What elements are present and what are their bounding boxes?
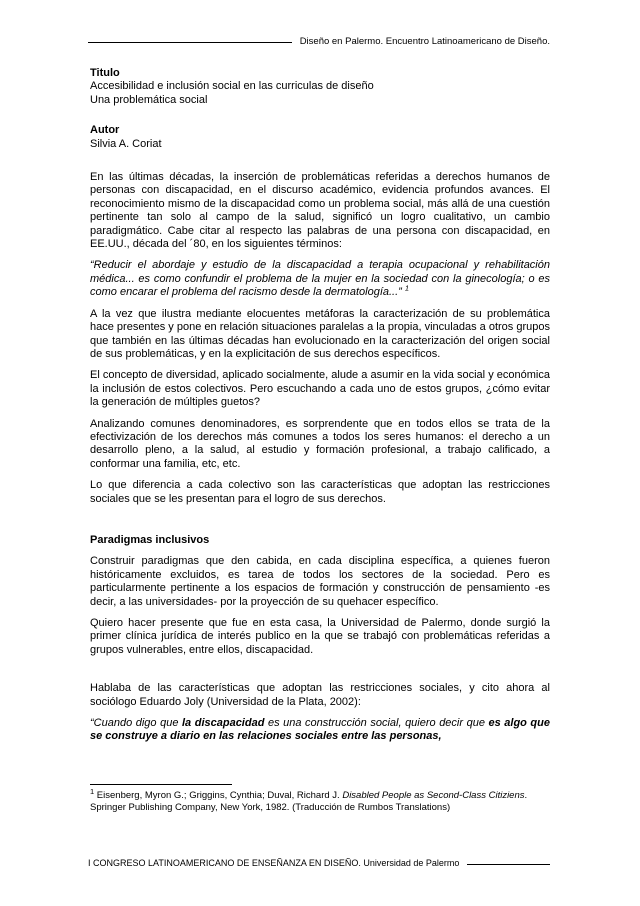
- para-ultimas-decadas: En las últimas décadas, la inserción de problemáticas referidas a derechos humanos de personas con discapacidad, en el discurso académico, evidencia profundos avances. El reconocimiento mismo de la discapacidad como un problema social, más allá de una cuestión pertinente tan solo al campo de la salud, significó un logro cualitativo, un cambio paradigmático. Cabe citar al respecto las palabras de una persona con discapacidad, en EE.UU., década del ´80, en los siguientes términos:: [90, 171, 550, 251]
- author-label: Autor: [90, 124, 120, 137]
- header-text: Diseño en Palermo. Encuentro Latinoamericano de Diseño.: [299, 36, 550, 47]
- footnote-rule: [90, 784, 232, 785]
- document-body: [90, 67, 550, 744]
- header-rule: [88, 42, 292, 43]
- title-line-2: Una problemática social: [90, 93, 208, 106]
- para-construir: Construir paradigmas que den cabida, en cada disciplina específica, a quienes fueron históricamente excluidos, es tarea de todos los sectores de la sociedad. Pero es particularmente pertinente a los espacios de formación y construcción de pensamiento -es decir, a las universidades- por la proyección de su quehacer específico.: [90, 555, 550, 608]
- footnote-text: $^1$ Eisenberg, Myron G.; Griggins, Cynthia; Duval, Richard J. Disabled People as Second-Class Citiziens. Springer Publishing Company, New York, 1982. (Traducción de Rumbos Translations): [90, 786, 528, 813]
- quote-reducir: “Reducir el abordaje y estudio de la discapacidad a terapia ocupacional y rehabilitación médica... es como confundir el problema de la mujer en la sociedad con la ginecología; o es como encarar el problema del racismo desde la dermatología...” $^1$: [90, 259, 550, 299]
- page-header: [88, 36, 550, 47]
- para-analizando: Analizando comunes denominadores, es sorprendente que en todos ellos se trata de la efectivización de los derechos más comunes a todos los seres humanos: el derecho a un desarrollo pleno, a la salud, al estudio y formación profesional, a trabajo calificado, a conformar una familia, etc, etc.: [90, 417, 550, 470]
- page-footer: [88, 858, 550, 868]
- title-label: Titulo: [90, 67, 120, 79]
- para-lo-que-diferencia: Lo que diferencia a cada colectivo son las características que adoptan las restricciones sociales que se les presentan para el logro de sus derechos.: [90, 479, 550, 505]
- title-line-1: Accesibilidad e inclusión social en las curriculas de diseño: [90, 80, 374, 93]
- para-a-la-vez: A la vez que ilustra mediante elocuentes metáforas la caracterización de su problemática hace presentes y pone en relación situaciones paralelas a la propia, vinculadas a otros grupos que también en las últimas décadas han evolucionado en la caracterización del origen social de sus problemáticas, y en la explicitación de sus derechos específicos.: [90, 307, 550, 360]
- heading-paradigmas: Paradigmas inclusivos: [90, 533, 210, 546]
- footer-text: I CONGRESO LATINOAMERICANO DE ENSEÑANZA EN DISEÑO. Universidad de Palermo: [88, 858, 460, 868]
- para-quiero-hacer: Quiero hacer presente que fue en esta casa, la Universidad de Palermo, donde surgió la primer clínica jurídica de interés publico en la que se trabajó con problemáticas referidas a grupos vulnerables, entre ellos, discapacidad.: [90, 617, 550, 656]
- quote-cuando-digo: “Cuando digo que la discapacidad es una construcción social, quiero decir que es algo que se construye a diario en las relaciones sociales entre las personas,: [90, 717, 550, 743]
- para-hablaba: Hablaba de las características que adoptan las restricciones sociales, y cito ahora al sociólogo Eduardo Joly (Universidad de la Plata, 2002):: [90, 682, 550, 708]
- author-name: Silvia A. Coriat: [90, 137, 162, 150]
- footer-rule: [467, 864, 550, 865]
- para-concepto-diversidad: El concepto de diversidad, aplicado socialmente, alude a asumir en la vida social y económica la inclusión de estos colectivos. Pero escuchando a cada uno de estos grupos, ¿cómo evitar la generación de múltiples guetos?: [90, 369, 550, 409]
- footnote-area: [90, 784, 550, 814]
